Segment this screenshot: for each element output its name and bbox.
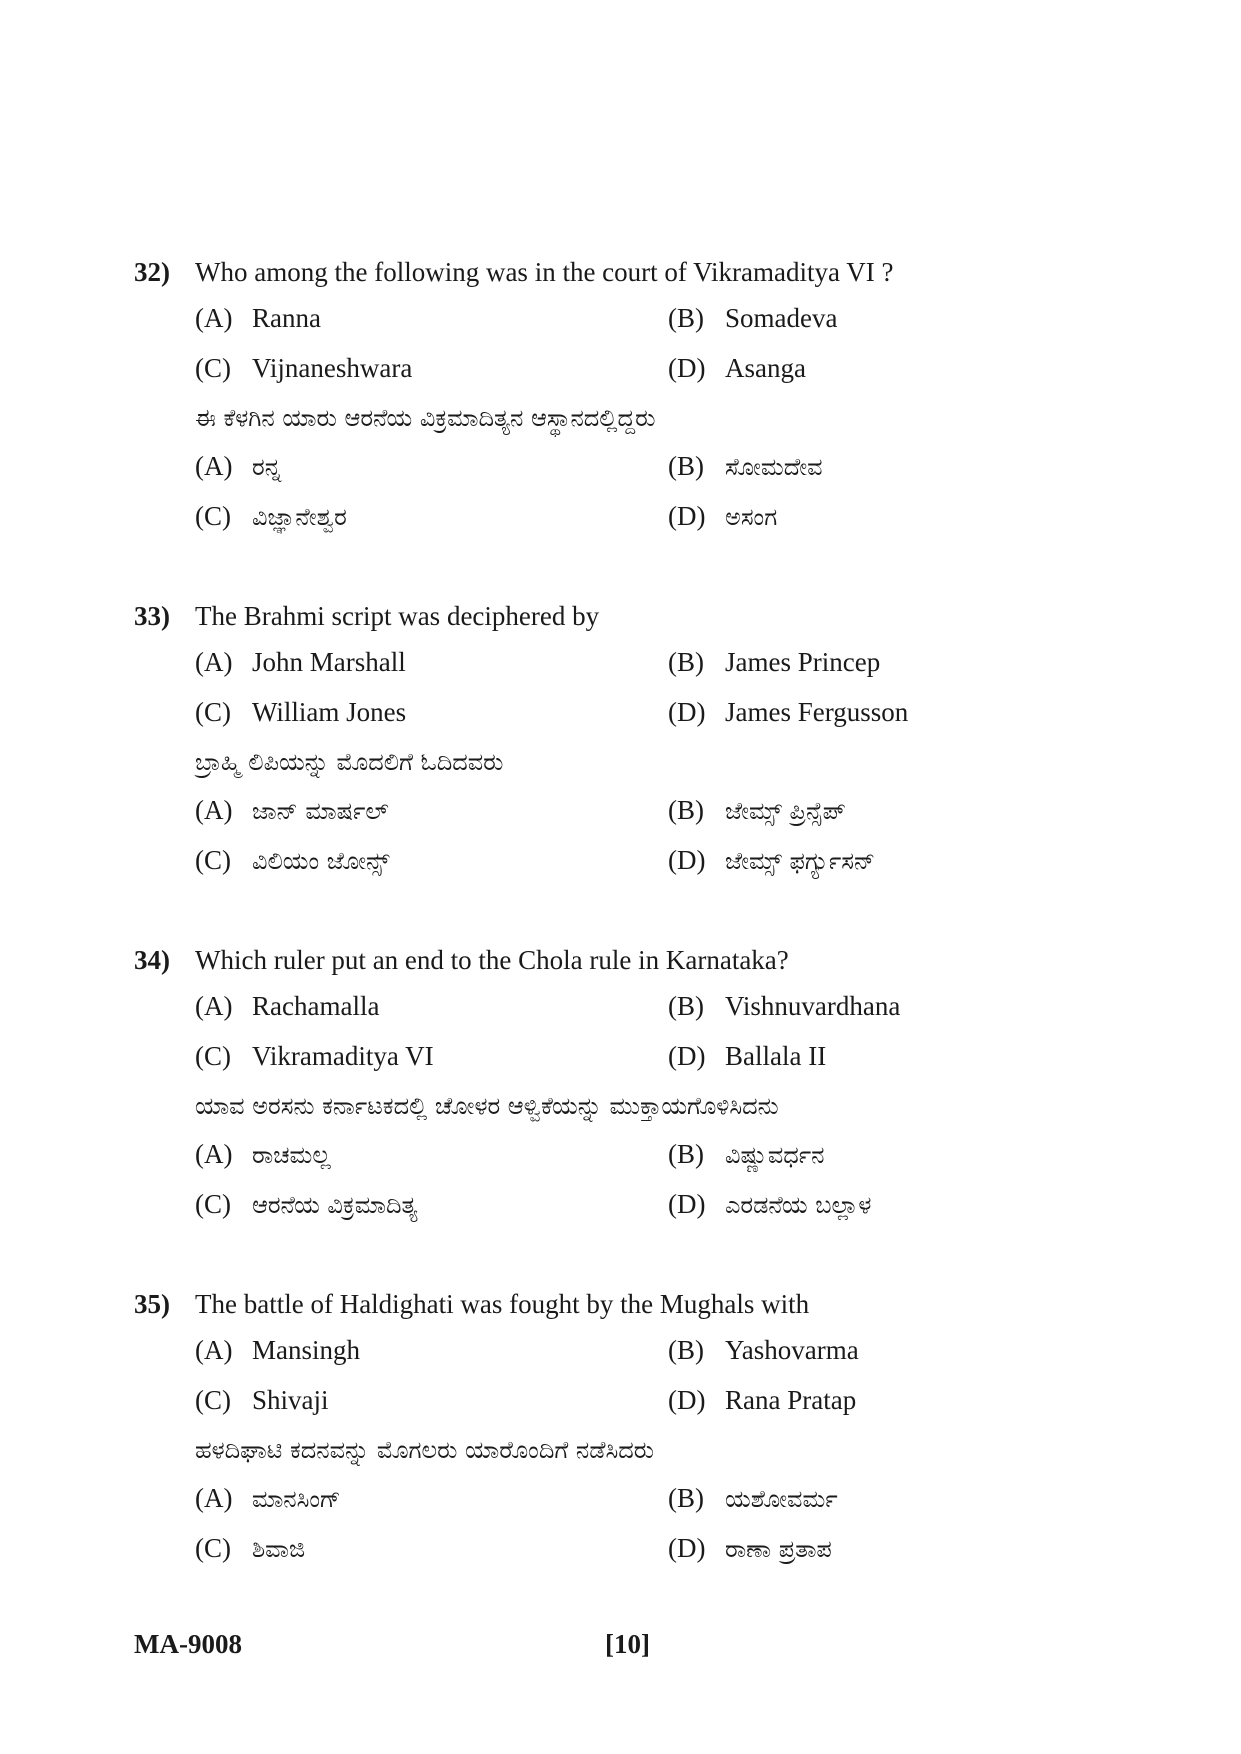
kannada-question-text: ಯಾವ ಅರಸನು ಕರ್ನಾಟಕದಲ್ಲಿ ಚೋಳರ ಆಳ್ವಿಕೆಯನ್ನು ಮುಕ್ತಾಯಗೊಳಿಸಿದನು [195,1092,779,1120]
kannada-option-a: (A) ಜಾನ್ ಮಾರ್ಷಲ್ [195,795,389,825]
kannada-option-d: (D) ಅಸಂಗ [668,501,778,531]
option-row [134,692,1134,742]
question-stem [134,252,1134,292]
option-row [134,298,1134,348]
question-text: Who among the following was in the court of Vikramaditya VI ? [195,257,894,287]
question-number: 33) [134,601,170,631]
kannada-option-b: (B) ವಿಷ್ಣುವರ್ಧನ [668,1139,825,1169]
option-d: (D) James Fergusson [668,697,909,727]
kannada-option-a: (A) ರನ್ನ [195,451,282,481]
option-c: (C) Vijnaneshwara [195,353,413,383]
paper-code: MA-9008 [134,1629,242,1659]
kannada-option-row [134,446,1134,496]
kannada-option-row [134,1134,1134,1184]
question-33 [134,596,1134,890]
question-34 [134,940,1134,1234]
kannada-question-text: ಬ್ರಾಹ್ಮಿ ಲಿಪಿಯನ್ನು ಮೊದಲಿಗೆ ಓದಿದವರು [195,748,504,776]
kannada-question-stem [134,742,1134,790]
option-b: (B) Somadeva [668,303,838,333]
option-c: (C) Shivaji [195,1385,329,1415]
kannada-option-row [134,840,1134,890]
question-number: 32) [134,257,170,287]
option-row [134,348,1134,398]
kannada-question-text: ಹಳದಿಘಾಟಿ ಕದನವನ್ನು ಮೊಗಲರು ಯಾರೊಂದಿಗೆ ನಡೆಸಿದರು [195,1436,655,1464]
option-row [134,986,1134,1036]
question-35 [134,1284,1134,1578]
option-a: (A) Ranna [195,303,321,333]
option-d: (D) Ballala II [668,1041,827,1071]
question-text: The Brahmi script was deciphered by [195,601,600,631]
question-number: 34) [134,945,170,975]
kannada-option-c: (C) ವಿಲಿಯಂ ಜೋನ್ಸ್ [195,845,390,875]
page-footer [0,1624,1241,1664]
kannada-option-c: (C) ವಿಜ್ಞಾನೇಶ್ವರ [195,501,347,531]
option-c: (C) William Jones [195,697,407,727]
kannada-option-row [134,496,1134,546]
kannada-option-row [134,1478,1134,1528]
question-text: Which ruler put an end to the Chola rule in Karnataka? [195,945,789,975]
page-number: [10] [605,1629,650,1659]
kannada-option-row [134,1184,1134,1234]
option-b: (B) James Princep [668,647,881,677]
kannada-option-c: (C) ಶಿವಾಜಿ [195,1533,306,1563]
option-b: (B) Yashovarma [668,1335,859,1365]
question-stem [134,1284,1134,1324]
option-a: (A) John Marshall [195,647,406,677]
kannada-option-c: (C) ಆರನೆಯ ವಿಕ್ರಮಾದಿತ್ಯ [195,1189,418,1219]
kannada-question-stem [134,1430,1134,1478]
kannada-option-d: (D) ಎರಡನೆಯ ಬಲ್ಲಾಳ [668,1189,872,1219]
kannada-option-b: (B) ಯಶೋವರ್ಮ [668,1483,838,1513]
kannada-option-b: (B) ಸೋಮದೇವ [668,451,823,481]
kannada-question-text: ಈ ಕೆಳಗಿನ ಯಾರು ಆರನೆಯ ವಿಕ್ರಮಾದಿತ್ಯನ ಆಸ್ಥಾನದಲ್ಲಿದ್ದರು [195,404,656,432]
option-row [134,642,1134,692]
kannada-question-stem [134,1086,1134,1134]
question-32 [134,252,1134,546]
kannada-option-row [134,790,1134,840]
option-b: (B) Vishnuvardhana [668,991,901,1021]
kannada-option-d: (D) ಜೇಮ್ಸ್ ಫರ್ಗ್ಯುಸನ್ [668,845,876,875]
kannada-option-d: (D) ರಾಣಾ ಪ್ರತಾಪ [668,1533,832,1563]
option-row [134,1330,1134,1380]
option-a: (A) Rachamalla [195,991,380,1021]
question-stem [134,940,1134,980]
kannada-option-row [134,1528,1134,1578]
question-text: The battle of Haldighati was fought by the Mughals with [195,1289,810,1319]
option-row [134,1380,1134,1430]
kannada-option-b: (B) ಜೇಮ್ಸ್ ಪ್ರಿನ್ಸೆಪ್ [668,795,846,825]
kannada-option-a: (A) ಮಾನಸಿಂಗ್ [195,1483,341,1513]
question-stem [134,596,1134,636]
question-number: 35) [134,1289,170,1319]
option-d: (D) Asanga [668,353,806,383]
kannada-question-stem [134,398,1134,446]
option-d: (D) Rana Pratap [668,1385,857,1415]
kannada-option-a: (A) ರಾಚಮಲ್ಲ [195,1139,331,1169]
option-c: (C) Vikramaditya VI [195,1041,434,1071]
option-a: (A) Mansingh [195,1335,360,1365]
option-row [134,1036,1134,1086]
